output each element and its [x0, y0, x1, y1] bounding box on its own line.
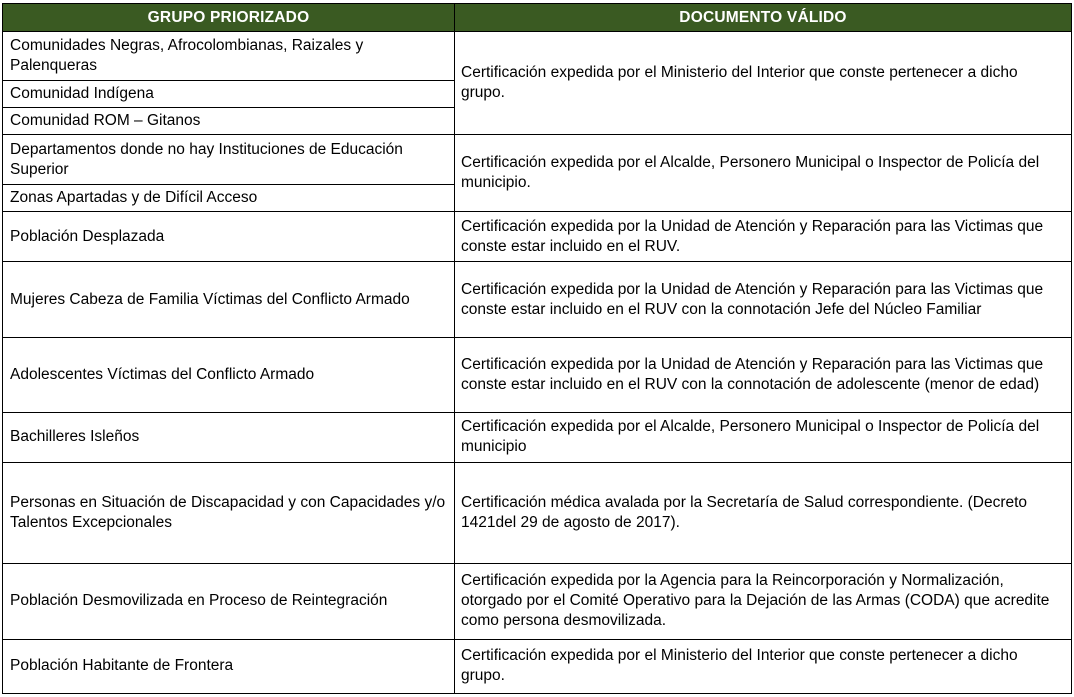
group-cell: Población Desplazada [3, 212, 455, 262]
group-cell: Bachilleres Isleños [3, 412, 455, 462]
table-row [3, 412, 1072, 462]
group-cell: Departamentos donde no hay Instituciones de Educación Superior [3, 135, 455, 185]
group-cell: Comunidad ROM – Gitanos [3, 108, 455, 135]
group-cell: Personas en Situación de Discapacidad y con Capacidades y/o Talentos Excepcionales [3, 462, 455, 563]
group-cell: Adolescentes Víctimas del Conflicto Armado [3, 338, 455, 412]
table-row [3, 135, 1072, 185]
table-row [3, 462, 1072, 563]
document-cell: Certificación expedida por la Unidad de Atención y Reparación para las Victimas que conste estar incluido en el RUV con la connotación de adolescente (menor de edad) [455, 338, 1072, 412]
group-cell: Mujeres Cabeza de Familia Víctimas del Conflicto Armado [3, 262, 455, 338]
priority-groups-table [2, 3, 1072, 694]
table-row [3, 639, 1072, 693]
document-cell: Certificación expedida por el Ministerio del Interior que conste pertenecer a dicho grupo. [455, 639, 1072, 693]
table-row [3, 563, 1072, 639]
group-cell: Zonas Apartadas y de Difícil Acceso [3, 185, 455, 212]
document-cell: Certificación expedida por el Ministerio del Interior que conste pertenecer a dicho grupo. [455, 32, 1072, 135]
group-cell: Comunidad Indígena [3, 81, 455, 108]
document-cell: Certificación expedida por el Alcalde, Personero Municipal o Inspector de Policía del municipio [455, 412, 1072, 462]
group-cell: Población Habitante de Frontera [3, 639, 455, 693]
document-cell: Certificación expedida por la Unidad de Atención y Reparación para las Victimas que conste estar incluido en el RUV con la connotación Jefe del Núcleo Familiar [455, 262, 1072, 338]
header-documento: DOCUMENTO VÁLIDO [455, 4, 1072, 32]
table-row [3, 212, 1072, 262]
header-grupo: GRUPO PRIORIZADO [3, 4, 455, 32]
document-cell: Certificación médica avalada por la Secretaría de Salud correspondiente. (Decreto 1421del 29 de agosto de 2017). [455, 462, 1072, 563]
document-cell: Certificación expedida por la Agencia para la Reincorporación y Normalización, otorgado por el Comité Operativo para la Dejación de las Armas (CODA) que acredite como persona desmovilizada. [455, 563, 1072, 639]
document-cell: Certificación expedida por el Alcalde, Personero Municipal o Inspector de Policía del municipio. [455, 135, 1072, 212]
group-cell: Comunidades Negras, Afrocolombianas, Raizales y Palenqueras [3, 32, 455, 81]
table-row [3, 338, 1072, 412]
group-cell: Población Desmovilizada en Proceso de Reintegración [3, 563, 455, 639]
table-row [3, 262, 1072, 338]
table-row [3, 32, 1072, 81]
document-cell: Certificación expedida por la Unidad de Atención y Reparación para las Victimas que conste estar incluido en el RUV. [455, 212, 1072, 262]
header-row [3, 4, 1072, 32]
